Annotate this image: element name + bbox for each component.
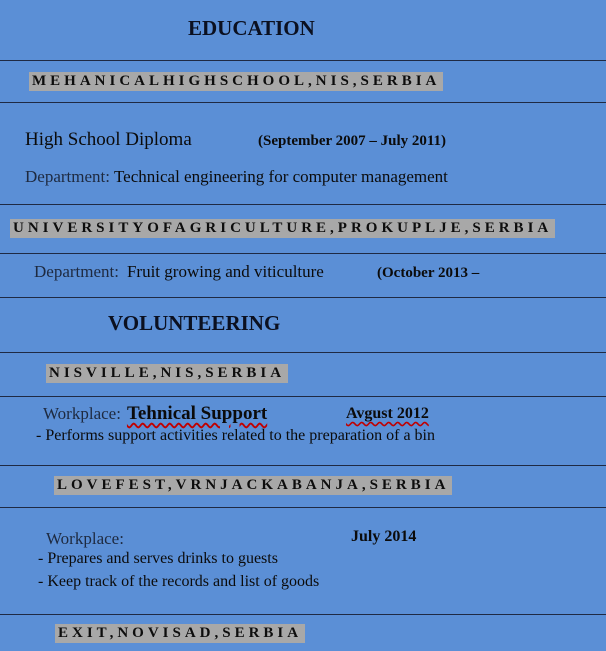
volunteer1-date: Avgust 2012	[346, 405, 429, 422]
volunteering-heading: VOLUNTEERING	[108, 311, 281, 335]
department-value: Technical engineering for computer management	[113, 167, 448, 186]
divider	[0, 465, 606, 466]
department-label: Department:	[34, 262, 119, 281]
divider	[0, 614, 606, 615]
volunteer2-bullet: - Prepares and serves drinks to guests	[38, 550, 278, 567]
workplace-label: Workplace:	[43, 404, 121, 423]
school1-name: MEHANICALHIGHSCHOOL,NIS,SERBIA	[29, 72, 443, 91]
divider	[0, 204, 606, 205]
volunteer1-bullet: - Performs support activities related to the preparation of a bin	[36, 427, 435, 444]
divider	[0, 352, 606, 353]
divider	[0, 396, 606, 397]
volunteer2-org: LOVEFEST,VRNJACKABANJA,SERBIA	[54, 476, 452, 495]
school1-department-row	[25, 167, 448, 187]
volunteer1-role: Tehnical Support	[126, 403, 268, 424]
school2-department-row	[34, 262, 324, 282]
school1-degree: High School Diploma	[25, 129, 192, 150]
department-value: Fruit growing and viticulture	[126, 262, 324, 281]
divider	[0, 253, 606, 254]
school2-dates: (October 2013 –	[377, 265, 480, 281]
volunteer1-org: NISVILLE,NIS,SERBIA	[46, 364, 288, 383]
school2-name: UNIVERSITYOFAGRICULTURE,PROKUPLJE,SERBIA	[10, 219, 555, 238]
education-heading: EDUCATION	[188, 16, 315, 40]
school1-dates: (September 2007 – July 2011)	[258, 133, 447, 149]
volunteer3-org: EXIT,NOVISAD,SERBIA	[55, 624, 305, 643]
volunteer1-workplace-row	[43, 403, 267, 425]
volunteer2-date: July 2014	[351, 528, 417, 545]
divider	[0, 297, 606, 298]
divider	[0, 102, 606, 103]
workplace-label: Workplace:	[46, 529, 124, 548]
divider	[0, 60, 606, 61]
department-label: Department:	[25, 167, 110, 186]
divider	[0, 507, 606, 508]
volunteer2-bullet: - Keep track of the records and list of goods	[38, 573, 320, 590]
